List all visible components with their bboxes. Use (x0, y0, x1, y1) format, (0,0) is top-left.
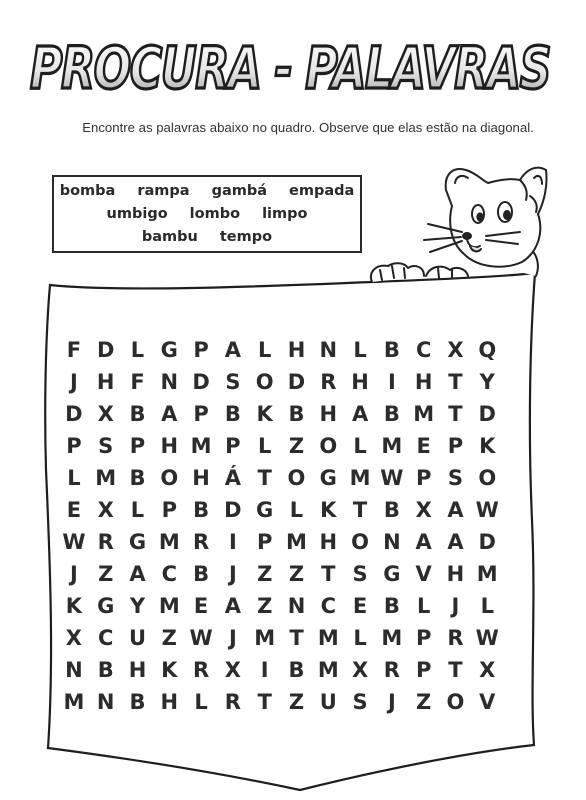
grid-cell[interactable]: X (415, 498, 432, 522)
grid-cell[interactable]: L (257, 434, 272, 458)
grid-cell[interactable]: P (66, 434, 82, 458)
grid-cell[interactable]: A (351, 402, 369, 426)
grid-cell[interactable]: X (97, 498, 114, 522)
instruction-text: Encontre as palavras abaixo no quadro. Observe que elas estão na diagonal. (82, 120, 534, 135)
letter-grid (58, 335, 504, 720)
grid-cell[interactable]: K (320, 498, 337, 522)
word-item: bomba (59, 183, 116, 199)
grid-cell[interactable]: O (319, 434, 338, 458)
grid-cell[interactable]: C (97, 626, 114, 650)
grid-cell[interactable]: M (317, 626, 339, 650)
grid-cell[interactable]: J (228, 562, 237, 586)
grid-cell[interactable]: M (381, 626, 403, 650)
grid-cell[interactable]: H (351, 370, 369, 394)
grid-cell[interactable]: D (287, 370, 306, 394)
grid-cell[interactable]: U (128, 626, 147, 650)
grid-cell[interactable]: K (479, 434, 496, 458)
grid-cell[interactable]: L (416, 594, 431, 618)
grid-row (58, 367, 504, 397)
grid-cell[interactable]: H (287, 338, 306, 362)
grid-cell[interactable]: T (321, 562, 336, 586)
grid-row (58, 399, 504, 429)
grid-cell[interactable]: H (160, 434, 179, 458)
grid-cell[interactable]: G (97, 594, 115, 618)
grid-cell[interactable]: O (351, 530, 369, 554)
grid-cell[interactable]: R (447, 626, 464, 650)
grid-cell[interactable]: P (415, 466, 432, 490)
grid-cell[interactable]: H (446, 562, 465, 586)
grid-cell[interactable]: B (383, 594, 400, 618)
grid-cell[interactable]: I (387, 370, 396, 394)
grid-cell[interactable]: Z (416, 690, 432, 714)
word-item: bambu (141, 229, 198, 245)
grid-cell[interactable]: A (129, 562, 146, 586)
word-item: rampa (137, 183, 190, 199)
grid-cell[interactable]: B (129, 466, 146, 490)
grid-cell[interactable]: L (480, 594, 494, 618)
grid-cell[interactable]: B (383, 498, 400, 522)
word-item: lombo (189, 206, 241, 222)
grid-cell[interactable]: D (478, 402, 496, 426)
grid-cell[interactable]: L (353, 626, 367, 650)
grid-cell[interactable]: W (62, 530, 86, 554)
grid-cell[interactable]: R (193, 530, 210, 554)
grid-cell[interactable]: T (448, 658, 463, 682)
grid-row (58, 495, 504, 525)
grid-cell[interactable]: J (228, 626, 237, 650)
grid-cell[interactable]: P (225, 434, 241, 458)
grid-cell[interactable]: L (130, 498, 145, 522)
grid-cell[interactable]: W (475, 626, 499, 650)
grid-cell[interactable]: X (447, 338, 464, 362)
grid-cell[interactable]: K (161, 658, 178, 682)
grid-cell[interactable]: T (257, 466, 272, 490)
grid-cell[interactable]: Á (224, 466, 242, 490)
grid-cell[interactable]: O (255, 370, 274, 394)
grid-cell[interactable]: H (319, 530, 338, 554)
grid-cell[interactable]: B (193, 498, 210, 522)
grid-cell[interactable]: E (352, 594, 368, 618)
grid-row (58, 431, 504, 461)
grid-cell[interactable]: O (160, 466, 179, 490)
grid-cell[interactable]: T (448, 402, 463, 426)
word-item: tempo (219, 229, 273, 245)
grid-cell[interactable]: M (158, 530, 180, 554)
grid-cell[interactable]: H (414, 370, 433, 394)
grid-cell[interactable]: P (161, 498, 177, 522)
grid-cell[interactable]: H (96, 370, 115, 394)
title-text: PROCURA - PALAVRAS (30, 34, 550, 102)
grid-row (58, 623, 504, 653)
grid-cell[interactable]: P (193, 402, 209, 426)
grid-cell[interactable]: I (228, 530, 237, 554)
grid-cell[interactable]: B (224, 402, 241, 426)
grid-row (58, 463, 504, 493)
grid-cell[interactable]: G (160, 338, 178, 362)
grid-cell[interactable]: R (224, 690, 241, 714)
grid-cell[interactable]: M (254, 626, 276, 650)
grid-cell[interactable]: R (193, 658, 210, 682)
grid-cell[interactable]: S (447, 466, 464, 490)
grid-cell[interactable]: P (415, 658, 432, 682)
grid-cell[interactable]: X (351, 658, 369, 682)
grid-cell[interactable]: T (448, 370, 463, 394)
grid-cell[interactable]: N (287, 594, 306, 618)
grid-cell[interactable]: B (129, 690, 146, 714)
grid-cell[interactable]: L (67, 466, 81, 490)
grid-cell[interactable]: B (97, 658, 114, 682)
grid-cell[interactable]: N (65, 658, 83, 682)
grid-cell[interactable]: L (130, 338, 145, 362)
grid-cell[interactable]: M (381, 434, 403, 458)
grid-cell[interactable]: B (288, 402, 305, 426)
grid-cell[interactable]: A (415, 530, 432, 554)
grid-cell[interactable]: D (65, 402, 83, 426)
grid-cell[interactable]: P (415, 626, 432, 650)
grid-cell[interactable]: D (478, 530, 496, 554)
grid-cell[interactable]: I (260, 658, 269, 682)
grid-cell[interactable]: D (224, 498, 242, 522)
grid-cell[interactable]: E (66, 498, 82, 522)
grid-cell[interactable]: Q (478, 338, 497, 362)
grid-cell[interactable]: Y (479, 370, 495, 394)
grid-cell[interactable]: E (416, 434, 431, 458)
word-item: limpo (262, 206, 308, 222)
grid-cell[interactable]: D (96, 338, 115, 362)
grid-cell[interactable]: P (129, 434, 146, 458)
grid-cell[interactable]: U (319, 690, 337, 714)
grid-cell[interactable]: A (224, 338, 242, 362)
grid-cell[interactable]: C (161, 562, 177, 586)
grid-cell[interactable]: Z (98, 562, 114, 586)
grid-cell[interactable]: P (193, 338, 209, 362)
grid-cell[interactable]: M (158, 594, 180, 618)
grid-cell[interactable]: B (193, 562, 210, 586)
grid-cell[interactable]: G (256, 498, 274, 522)
grid-cell[interactable]: H (160, 690, 179, 714)
grid-cell[interactable]: V (479, 690, 496, 714)
grid-cell[interactable]: K (65, 594, 83, 618)
grid-cell[interactable]: T (352, 498, 368, 522)
grid-cell[interactable]: A (447, 498, 464, 522)
grid-cell[interactable]: L (353, 338, 367, 362)
grid-cell[interactable]: S (98, 434, 114, 458)
grid-cell[interactable]: A (224, 594, 242, 618)
grid-cell[interactable]: T (257, 690, 272, 714)
grid-cell[interactable]: H (319, 402, 338, 426)
grid-cell[interactable]: X (479, 658, 496, 682)
grid-cell[interactable]: B (383, 338, 400, 362)
grid-cell[interactable]: F (66, 338, 82, 362)
grid-row (58, 335, 504, 365)
grid-cell[interactable]: G (383, 562, 401, 586)
grid-row (58, 527, 504, 557)
grid-cell[interactable]: H (128, 658, 147, 682)
grid-cell[interactable]: T (289, 626, 304, 650)
grid-cell[interactable]: D (192, 370, 210, 394)
grid-cell[interactable]: X (65, 626, 82, 650)
grid-row (58, 559, 504, 589)
grid-cell[interactable]: R (320, 370, 337, 394)
grid-cell[interactable]: S (352, 690, 368, 714)
grid-cell[interactable]: K (256, 402, 273, 426)
grid-cell[interactable]: Z (161, 626, 177, 650)
grid-cell[interactable]: L (289, 498, 304, 522)
word-item: umbigo (106, 206, 168, 222)
grid-cell[interactable]: A (161, 402, 178, 426)
grid-cell[interactable]: P (256, 530, 273, 554)
grid-cell[interactable]: R (383, 658, 400, 682)
grid-cell[interactable]: M (476, 562, 498, 586)
grid-cell[interactable]: S (225, 370, 241, 394)
grid-cell[interactable]: W (380, 466, 404, 490)
grid-cell[interactable]: M (63, 690, 85, 714)
grid-cell[interactable]: L (353, 434, 367, 458)
grid-cell[interactable]: M (190, 434, 212, 458)
grid-cell[interactable]: Z (288, 690, 305, 714)
grid-cell[interactable]: M (317, 658, 339, 682)
grid-cell[interactable]: G (319, 466, 337, 490)
word-item: gambá (211, 183, 267, 199)
grid-cell[interactable]: L (257, 338, 272, 362)
grid-cell[interactable]: C (415, 338, 432, 362)
grid-cell[interactable]: E (193, 594, 209, 618)
grid-cell[interactable]: J (69, 370, 78, 394)
grid-cell[interactable]: J (451, 594, 460, 618)
grid-cell[interactable]: J (69, 562, 78, 586)
grid-row (58, 655, 504, 685)
grid-cell[interactable]: M (286, 530, 307, 554)
grid-cell[interactable]: B (383, 402, 400, 426)
grid-cell[interactable]: O (287, 466, 306, 490)
grid-cell[interactable]: Z (288, 434, 305, 458)
grid-row (58, 687, 504, 717)
grid-cell[interactable]: W (475, 498, 499, 522)
grid-cell[interactable]: Z (257, 594, 273, 618)
grid-cell[interactable]: X (97, 402, 114, 426)
grid-cell[interactable]: P (447, 434, 464, 458)
grid-cell[interactable]: O (446, 690, 465, 714)
grid-cell[interactable]: N (319, 338, 338, 362)
grid-cell[interactable]: N (160, 370, 179, 394)
grid-cell[interactable]: W (189, 626, 213, 650)
grid-cell[interactable]: M (349, 466, 371, 490)
grid-cell[interactable]: S (352, 562, 368, 586)
grid-cell[interactable]: Z (288, 562, 305, 586)
grid-cell[interactable]: F (130, 370, 145, 394)
grid-cell[interactable]: C (320, 594, 336, 618)
grid-cell[interactable]: L (194, 690, 208, 714)
grid-cell[interactable]: H (192, 466, 210, 490)
grid-cell[interactable]: M (95, 466, 117, 490)
grid-cell[interactable]: M (413, 402, 435, 426)
grid-cell[interactable]: J (387, 690, 396, 714)
grid-cell[interactable]: G (128, 530, 147, 554)
word-item: empada (289, 183, 355, 199)
grid-cell[interactable]: B (129, 402, 146, 426)
grid-cell[interactable]: Z (257, 562, 273, 586)
grid-cell[interactable]: N (383, 530, 401, 554)
grid-row (58, 591, 504, 621)
grid-cell[interactable]: V (415, 562, 432, 586)
grid-cell[interactable]: O (478, 466, 497, 490)
grid-cell[interactable]: X (224, 658, 241, 682)
grid-cell[interactable]: B (288, 658, 305, 682)
grid-cell[interactable]: A (447, 530, 464, 554)
grid-cell[interactable]: R (97, 530, 114, 554)
grid-cell[interactable]: Y (129, 594, 146, 618)
grid-cell[interactable]: N (96, 690, 115, 714)
